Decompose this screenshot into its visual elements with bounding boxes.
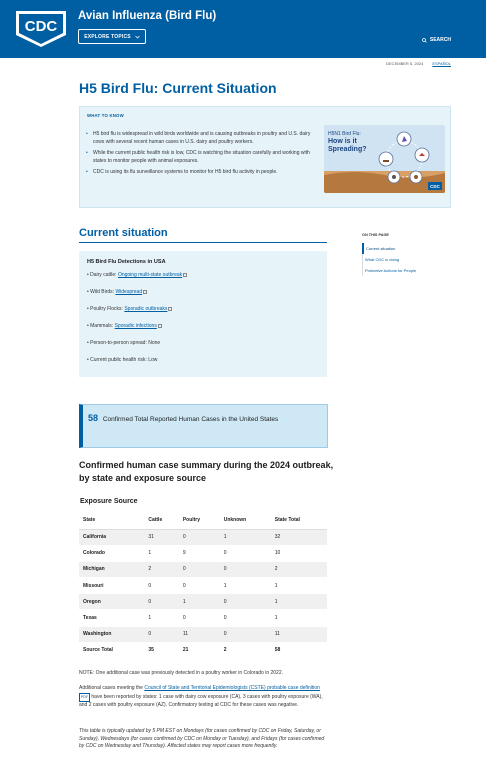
search-label: SEARCH bbox=[429, 37, 451, 43]
list-item: • Poultry Flocks: Sporadic outbreaks bbox=[87, 306, 187, 323]
list-item: • CDC is using its flu surveillance systems to monitor for H5 bird flu activity in people. bbox=[85, 169, 317, 177]
external-link-icon bbox=[158, 324, 162, 328]
what-to-know-list bbox=[85, 131, 317, 181]
dairy-cattle-link[interactable]: Ongoing multi-state outbreak bbox=[117, 272, 183, 278]
espanol-link[interactable]: ESPAÑOL bbox=[432, 61, 451, 66]
page-date: DECEMBER 5, 2024 bbox=[386, 61, 424, 66]
search-button[interactable] bbox=[422, 37, 451, 43]
explore-topics-button[interactable] bbox=[78, 29, 146, 44]
col-poultry: Poultry bbox=[179, 512, 220, 529]
exposure-source-title: Exposure Source bbox=[80, 498, 138, 505]
external-link-icon bbox=[168, 307, 172, 311]
on-this-page-nav bbox=[362, 233, 454, 276]
bird-flu-spread-image[interactable] bbox=[324, 125, 445, 193]
what-to-know-label: WHAT TO KNOW bbox=[87, 113, 124, 118]
section-divider bbox=[79, 242, 327, 243]
cste-definition-link[interactable]: Council of State and Territorial Epidemiologists (CSTE) probable case definition bbox=[144, 685, 320, 691]
table-header-row bbox=[79, 512, 327, 529]
image-line-3: Spreading? bbox=[328, 146, 367, 153]
detections-box bbox=[79, 251, 327, 377]
external-link-icon bbox=[143, 290, 147, 294]
site-header bbox=[0, 0, 486, 58]
cdc-logo[interactable] bbox=[14, 9, 68, 49]
search-icon bbox=[422, 38, 427, 43]
pdf-badge: PDF bbox=[79, 693, 90, 703]
chevron-down-icon bbox=[135, 35, 140, 39]
total-cases-callout bbox=[79, 404, 328, 448]
page-title: H5 Bird Flu: Current Situation bbox=[79, 80, 277, 96]
list-item: • Mammals: Sporadic infections bbox=[87, 323, 187, 340]
case-summary-table bbox=[79, 512, 327, 659]
list-item: • Dairy cattle: Ongoing multi-state outbreak bbox=[87, 272, 187, 289]
table-row: Texas 1 0 0 1 bbox=[79, 610, 327, 626]
col-state: State bbox=[79, 512, 144, 529]
list-item: • While the current public health risk is low, CDC is watching the situation carefully and working with states to monitor people with animal exposures. bbox=[85, 150, 317, 165]
mammals-link[interactable]: Sporadic infections bbox=[114, 323, 157, 329]
detections-title: H5 Bird Flu Detections in USA bbox=[87, 259, 166, 265]
what-to-know-box bbox=[79, 106, 451, 208]
col-state-total: State Total bbox=[271, 512, 327, 529]
on-this-page-label: ON THIS PAGE bbox=[362, 233, 389, 237]
poultry-flocks-link[interactable]: Sporadic outbreaks bbox=[124, 306, 168, 312]
table-row: Washington 0 11 0 11 bbox=[79, 626, 327, 642]
site-title[interactable]: Avian Influenza (Bird Flu) bbox=[78, 10, 217, 22]
image-line-2: How is it bbox=[328, 138, 357, 145]
table-row: Colorado 1 9 0 10 bbox=[79, 545, 327, 561]
case-summary-heading: Confirmed human case summary during the 2024 outbreak, by state and exposure source bbox=[79, 460, 334, 483]
col-unknown: Unknown bbox=[220, 512, 271, 529]
list-item: • Wild Birds: Widespread bbox=[87, 289, 187, 306]
page-meta bbox=[386, 61, 451, 66]
wild-birds-link[interactable]: Widespread bbox=[115, 289, 143, 295]
otp-link-current-situation[interactable]: Current situation bbox=[362, 243, 454, 254]
note-additional-cases: Additional cases meeting the Council of State and Territorial Epidemiologists (CSTE) probable case definition PDF have been reported by states: 1 case with dairy cow exposure (CA), 3 cases with poultry exposure (WA), and 2 cases with poultry exposure (AZ). Confirmatory testing at CDC for these cases was negative. bbox=[79, 685, 323, 708]
detections-list bbox=[87, 272, 187, 374]
table-row: Oregon 0 1 0 1 bbox=[79, 594, 327, 610]
logo-text: CDC bbox=[24, 18, 58, 35]
explore-topics-label: EXPLORE TOPICS bbox=[84, 33, 131, 40]
table-row: Michigan 2 0 0 2 bbox=[79, 561, 327, 577]
table-row: Missouri 0 0 1 1 bbox=[79, 578, 327, 594]
table-total-row: Source Total 35 21 2 58 bbox=[79, 642, 327, 658]
total-cases-number: 58 bbox=[88, 413, 99, 423]
otp-link-protective-actions[interactable]: Protective Actions for People bbox=[365, 268, 417, 273]
list-item: • Current public health risk: Low bbox=[87, 357, 158, 363]
external-link-icon bbox=[183, 273, 187, 277]
col-cattle: Cattle bbox=[144, 512, 178, 529]
image-badge: CDC bbox=[430, 184, 440, 189]
note-previous-case: NOTE: One additional case was previously detected in a poultry worker in Colorado in 2022. bbox=[79, 670, 283, 676]
section-title-current-situation: Current situation bbox=[79, 227, 168, 239]
list-item: • H5 bird flu is widespread in wild birds worldwide and is causing outbreaks in poultry and U.S. dairy cows with several recent human cases in U.S. dairy and poultry workers. bbox=[85, 131, 317, 146]
otp-link-what-cdc-is-doing[interactable]: What CDC is doing bbox=[365, 257, 400, 262]
image-line-1: H5N1 Bird Flu: bbox=[328, 131, 361, 137]
table-row: California 31 0 1 32 bbox=[79, 529, 327, 545]
list-item: • Person-to-person spread: None bbox=[87, 340, 161, 346]
note-update-schedule: This table is typically updated by 5 PM EST on Mondays (for cases confirmed by CDC on Friday, Saturday, or Sunday), Wednesdays (for cases confirmed by CDC on Monday or Tuesday), and Fridays (for cases confirmed by CDC on Wednesday and Thursday). Affected states may report cases more frequently. bbox=[79, 728, 325, 749]
total-cases-label: Confirmed Total Reported Human Cases in the United States bbox=[102, 416, 279, 423]
